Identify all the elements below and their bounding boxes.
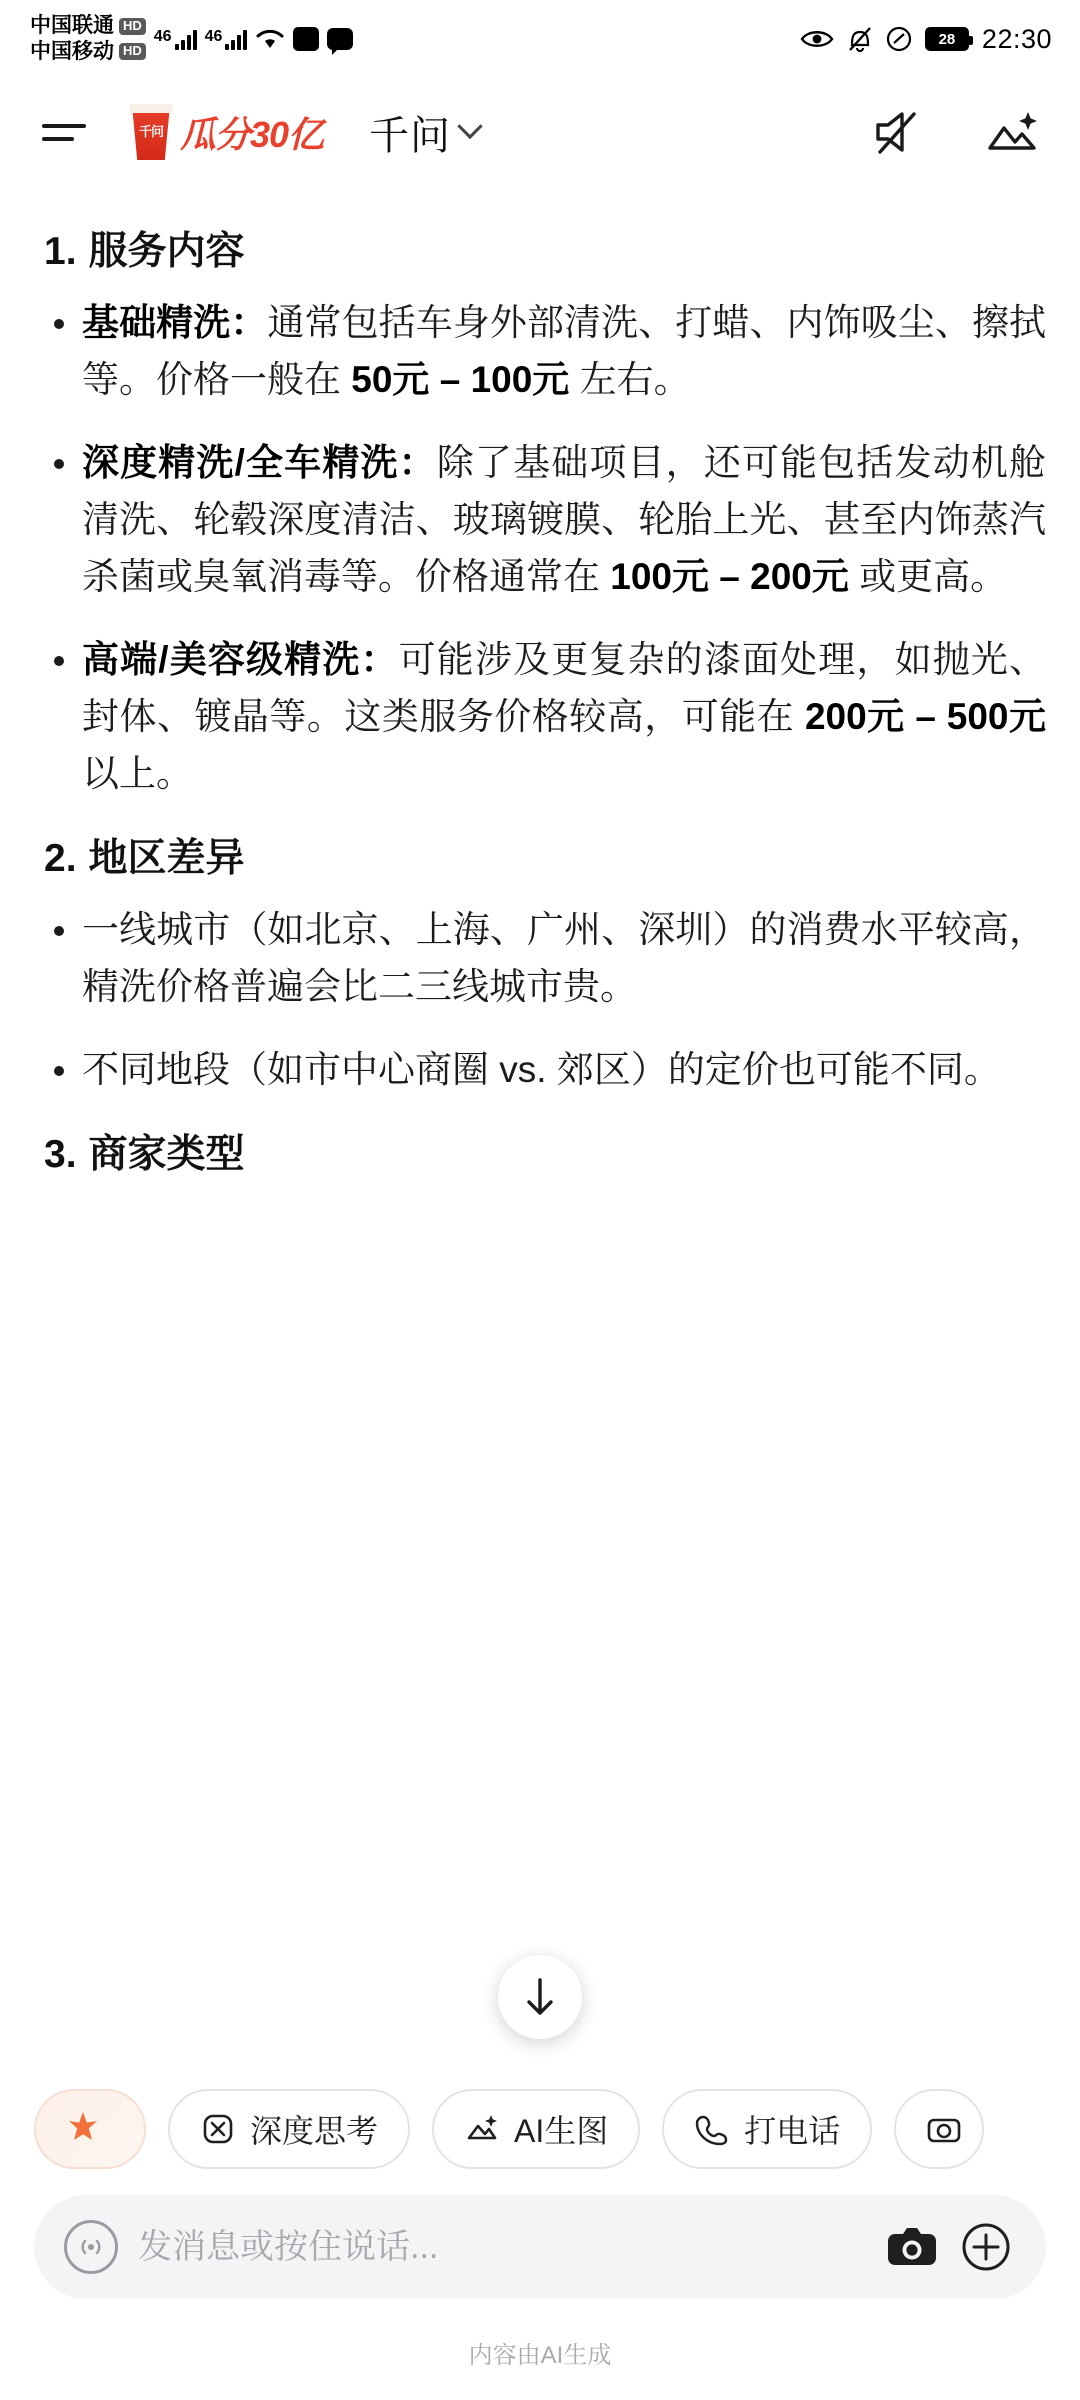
hamburger-menu-icon[interactable]	[42, 124, 86, 141]
promo-cup-icon	[128, 104, 174, 160]
promo-cup-label: 千问	[138, 123, 163, 139]
chip-deep-think[interactable]	[168, 2089, 410, 2169]
item-text-tail: 左右。	[569, 359, 691, 401]
carrier-row-2	[30, 41, 146, 63]
item-lead: 深度精洗/全车精洗	[82, 442, 399, 484]
section-heading-3	[44, 1125, 1046, 1184]
model-selector[interactable]	[369, 104, 479, 161]
section-list-1	[38, 295, 1046, 803]
status-bar-left	[30, 15, 353, 62]
list-item	[38, 295, 1046, 409]
deep-think-icon	[200, 2111, 236, 2147]
list-item	[38, 632, 1046, 803]
item-price: 200元 – 500元	[804, 696, 1046, 738]
chip-label: 打电话	[744, 2113, 841, 2149]
network-type-2: 46	[204, 28, 223, 45]
mute-icon[interactable]	[870, 106, 926, 158]
wifi-icon	[255, 27, 285, 51]
camera-chip-icon	[926, 2111, 962, 2147]
quick-action-chips[interactable]	[0, 2073, 1080, 2187]
carrier-2-label: 中国移动	[30, 39, 114, 63]
item-sep: ：	[230, 302, 268, 344]
answer-content[interactable]	[0, 186, 1080, 2073]
signal-group-1	[154, 28, 197, 50]
item-sep: ：	[398, 442, 437, 484]
battery-percent: 28	[938, 30, 956, 48]
signal-bars-icon-2	[225, 28, 247, 50]
message-bubble-icon	[327, 28, 353, 50]
voice-wave-icon[interactable]	[64, 2220, 118, 2274]
promo-banner[interactable]	[128, 104, 323, 160]
message-composer[interactable]	[34, 2195, 1046, 2299]
eye-icon	[800, 28, 834, 50]
chip-label: AI生图	[514, 2113, 609, 2149]
list-item	[38, 1042, 1046, 1099]
promo-label: 瓜分30亿	[180, 113, 324, 155]
image-sparkle-icon[interactable]	[984, 106, 1040, 158]
status-bar-right	[800, 24, 1052, 55]
carrier-1-label: 中国联通	[30, 14, 114, 38]
section-title-2: 地区差异	[88, 837, 245, 881]
section-number-2: 2.	[44, 837, 77, 881]
app-bar-actions	[870, 106, 1040, 158]
status-clock: 22:30	[981, 23, 1052, 54]
battery-icon	[925, 27, 969, 51]
section-title-1: 服务内容	[88, 230, 245, 273]
section-heading-1	[44, 222, 1046, 281]
chip-camera[interactable]	[894, 2089, 984, 2169]
chip-label: 深度思考	[250, 2113, 379, 2149]
chip-phone-call[interactable]	[662, 2089, 872, 2169]
chip-ai-image[interactable]	[432, 2089, 640, 2169]
carrier-2-hd-badge: HD	[119, 43, 146, 60]
item-text: 不同地段（如市中心商圈 vs. 郊区）的定价也可能不同。	[82, 1049, 1001, 1091]
section-list-2	[38, 902, 1046, 1099]
item-text: 可能涉及更复杂的漆面处理，如抛光、封体、镀晶等。这类服务价格较高，可能在	[82, 639, 1047, 738]
sparkle-star-icon	[62, 2108, 104, 2150]
item-lead: 高端/美容级精洗	[82, 639, 361, 681]
notification-silent-icon	[847, 25, 873, 53]
app-badge-icon	[293, 27, 319, 51]
section-title-3: 商家类型	[88, 1133, 245, 1177]
scroll-to-bottom-button[interactable]	[498, 1955, 582, 2039]
item-text: 一线城市（如北京、上海、广州、深圳）的消费水平较高，精洗价格普遍会比二三线城市贵。	[82, 909, 1046, 1008]
chevron-down-icon	[457, 114, 482, 139]
app-bar	[0, 78, 1080, 186]
item-price: 100元 – 200元	[610, 556, 849, 598]
item-text-tail: 或更高。	[848, 556, 1008, 598]
list-item	[38, 435, 1046, 606]
item-text: 除了基础项目，还可能包括发动机舱清洗、轮毂深度清洁、玻璃镀膜、轮胎上光、甚至内饰蒸汽杀菌或臭氧消毒等。价格通常在	[82, 442, 1047, 598]
item-text: 通常包括车身外部清洗、打蜡、内饰吸尘、擦拭等。价格一般在	[82, 302, 1047, 401]
item-sep: ：	[360, 639, 399, 681]
chip-sparkle[interactable]	[34, 2089, 146, 2169]
section-number-1: 1.	[44, 230, 77, 273]
section-heading-2	[44, 829, 1046, 888]
ai-image-icon	[464, 2111, 500, 2147]
carrier-row-1	[30, 15, 146, 37]
carrier-info	[30, 15, 146, 62]
list-item	[38, 902, 1046, 1016]
item-price: 50元 – 100元	[351, 359, 570, 401]
camera-icon[interactable]	[884, 2223, 940, 2271]
item-text-tail: 以上。	[82, 753, 193, 795]
signal-bars-icon-1	[175, 28, 197, 50]
item-lead: 基础精洗	[82, 302, 231, 344]
section-number-3: 3.	[44, 1133, 77, 1177]
dnd-icon	[886, 26, 912, 52]
network-type-1: 46	[153, 28, 172, 45]
page-title: 千问	[369, 113, 452, 158]
status-bar	[0, 0, 1080, 78]
plus-icon[interactable]	[960, 2221, 1012, 2273]
phone-icon	[694, 2111, 730, 2147]
arrow-down-icon	[521, 1975, 559, 2019]
message-input[interactable]	[138, 2228, 864, 2267]
signal-group-2	[205, 28, 248, 50]
footer-note: 内容由AI生成	[468, 2342, 612, 2369]
carrier-1-hd-badge: HD	[119, 18, 146, 35]
